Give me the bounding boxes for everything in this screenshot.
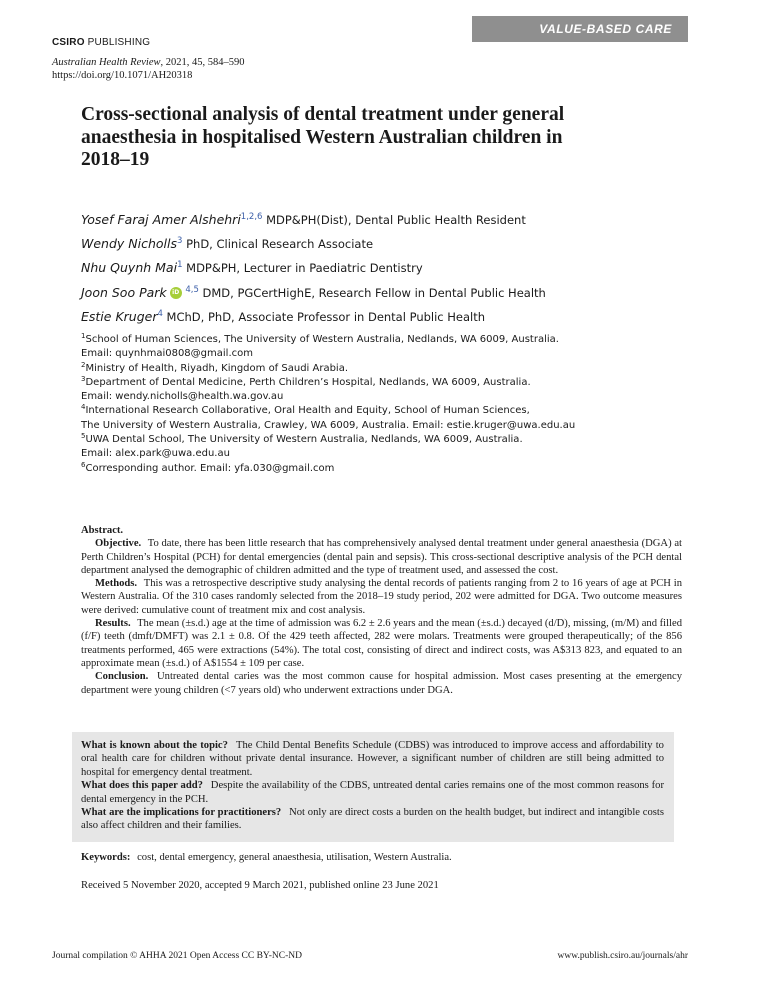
affiliation bbox=[81, 462, 701, 476]
summary-item bbox=[81, 739, 664, 779]
publisher-rest: PUBLISHING bbox=[87, 37, 151, 48]
keywords-label: Keywords: bbox=[81, 852, 131, 863]
affil-number: 3 bbox=[81, 374, 86, 383]
received-dates: Received 5 November 2020, accepted 9 March 2021, published online 23 June 2021 bbox=[81, 880, 439, 891]
footer-license: Journal compilation © AHHA 2021 Open Access CC BY-NC-ND bbox=[52, 951, 302, 961]
affil-number: 2 bbox=[81, 360, 86, 369]
affiliation-list bbox=[81, 333, 701, 476]
affil-line: Department of Dental Medicine, Perth Children’s Hospital, Nedlands, WA 6009, Australia. bbox=[85, 376, 531, 388]
affil-line: Ministry of Health, Riyadh, Kingdom of Saudi Arabia. bbox=[85, 362, 349, 374]
summary-question: What does this paper add? bbox=[81, 780, 203, 792]
affil-number: 4 bbox=[81, 403, 86, 412]
orcid-icon[interactable]: iD bbox=[170, 287, 182, 299]
abstract-methods bbox=[81, 577, 682, 617]
affiliation-email: Email: quynhmai0808@gmail.com bbox=[81, 348, 253, 360]
author-affil-link[interactable]: 3 bbox=[177, 236, 183, 247]
author-name: Joon Soo Park bbox=[81, 284, 167, 300]
author-desc: MChD, PhD, Associate Professor in Dental Public Health bbox=[162, 309, 486, 324]
abstract-conclusion bbox=[81, 670, 682, 697]
summary-answer: Not only are direct costs a burden on the health budget, but indirect and intangible costs also affect children and their families. bbox=[81, 807, 664, 832]
summary-box bbox=[72, 732, 674, 842]
author-desc: DMD, PGCertHighE, Research Fellow in Dental Public Health bbox=[198, 285, 546, 300]
keywords bbox=[81, 852, 452, 863]
abstract-label: Conclusion. bbox=[95, 671, 149, 683]
affiliation-cont: The University of Western Australia, Crawley, WA 6009, Australia. Email: estie.kruger@uwa.edu.au bbox=[81, 419, 576, 431]
affiliation bbox=[81, 333, 701, 347]
affil-number: 6 bbox=[81, 460, 86, 469]
abstract-heading: Abstract. bbox=[81, 525, 124, 536]
author-affil-link[interactable]: 4,5 bbox=[185, 284, 199, 295]
affiliation bbox=[81, 404, 701, 418]
author-name: Estie Kruger bbox=[81, 308, 158, 324]
summary-answer: Despite the availability of the CDBS, untreated dental caries remains one of the most common reasons for dental emergency in the PCH. bbox=[81, 780, 664, 805]
footer-url[interactable]: www.publish.csiro.au/journals/ahr bbox=[557, 951, 688, 961]
author-list bbox=[81, 208, 681, 329]
abstract-label: Methods. bbox=[95, 578, 138, 590]
abstract-results bbox=[81, 617, 682, 670]
affiliation-email: Email: wendy.nicholls@health.wa.gov.au bbox=[81, 391, 284, 403]
journal-name: Australian Health Review bbox=[52, 57, 161, 68]
author-name: Yosef Faraj Amer Alshehri bbox=[81, 212, 241, 227]
author-desc: MDP&PH(Dist), Dental Public Health Resident bbox=[262, 213, 526, 227]
author-name: Wendy Nicholls bbox=[81, 236, 178, 252]
journal-citation bbox=[52, 56, 244, 82]
author-entry bbox=[81, 256, 681, 280]
author-desc: MDP&PH, Lecturer in Paediatric Dentistry bbox=[182, 261, 423, 276]
author-entry bbox=[81, 208, 681, 232]
publisher-logo bbox=[52, 37, 150, 48]
section-banner: VALUE-BASED CARE bbox=[472, 16, 688, 42]
publisher-bold: CSIRO bbox=[52, 37, 85, 48]
paper-title: Cross-sectional analysis of dental treatment under general anaesthesia in hospitalised Western Australian children in 2018–19 bbox=[81, 104, 565, 170]
author-name: Nhu Quynh Mai bbox=[81, 260, 178, 276]
affil-line: UWA Dental School, The University of Western Australia, Nedlands, WA 6009, Australia. bbox=[85, 434, 523, 446]
keywords-text: cost, dental emergency, general anaesthesia, utilisation, Western Australia. bbox=[137, 852, 452, 863]
abstract-text: The mean (±s.d.) age at the time of admission was 6.2 ± 2.6 years and the mean (±s.d.) decayed (d/D), missing, (m/M) and filled (f/F) teeth (dmft/DMFT) was 2.1 ± 0.8. Of the 429 teeth affected, 282 were molars. Treatments were grouped therapeutically; of the 856 treatments performed, 465 were extractions (54%). The total cost, consisting of direct and indirect costs, was A$313 823, and equated to an approximate mean (±s.d.) of A$1554 ± 109 per case. bbox=[81, 618, 683, 669]
affil-line: School of Human Sciences, The University of Western Australia, Nedlands, WA 6009, Australia. bbox=[85, 334, 559, 345]
author-desc: PhD, Clinical Research Associate bbox=[182, 237, 374, 252]
summary-item bbox=[81, 779, 664, 806]
affiliation bbox=[81, 362, 701, 376]
doi-link[interactable]: https://doi.org/10.1071/AH20318 bbox=[52, 70, 193, 81]
journal-volume: , 2021, 45, 584–590 bbox=[160, 57, 245, 68]
abstract-text: Untreated dental caries was the most common cause for hospital admission. Most cases presenting at the emergency department were young children (<7 years old) who underwent extractions under DGA. bbox=[81, 671, 682, 696]
author-entry bbox=[81, 305, 681, 329]
summary-item bbox=[81, 806, 664, 833]
author-affil-link[interactable]: 1,2,6 bbox=[240, 212, 263, 222]
author-affil-link[interactable]: 1 bbox=[177, 260, 183, 271]
affil-number: 5 bbox=[81, 432, 86, 441]
abstract-label: Objective. bbox=[95, 538, 142, 550]
author-entry bbox=[81, 232, 681, 256]
affiliation bbox=[81, 433, 701, 447]
affiliation-email: Email: alex.park@uwa.edu.au bbox=[81, 448, 230, 460]
abstract-text: This was a retrospective descriptive study analysing the dental records of patients ranging from 2 to 16 years of age at PCH in Western Australia. Of the 310 cases randomly selected from the 2018–19 study period, 202 were admitted for DGA. Two outcome measures were derived: cumulative count of treatment mix and cost analysis. bbox=[81, 578, 682, 616]
affiliation bbox=[81, 376, 701, 390]
summary-answer: The Child Dental Benefits Schedule (CDBS) was introduced to improve access and affordability to oral health care for children without private dental insurance. However, a significant number of children are still being admitted to hospital for emergency dental treatment. bbox=[81, 740, 664, 778]
author-entry bbox=[81, 281, 681, 305]
affil-line: Corresponding author. Email: yfa.030@gmail.com bbox=[85, 462, 335, 474]
affil-line: International Research Collaborative, Oral Health and Equity, School of Human Sciences, bbox=[85, 405, 530, 417]
abstract-objective bbox=[81, 537, 682, 577]
summary-question: What is known about the topic? bbox=[81, 740, 228, 751]
abstract-label: Results. bbox=[95, 618, 131, 630]
summary-question: What are the implications for practitioners? bbox=[81, 807, 282, 819]
author-affil-link[interactable]: 4 bbox=[157, 308, 163, 319]
affil-number: 1 bbox=[81, 332, 86, 340]
abstract bbox=[81, 524, 682, 697]
abstract-text: To date, there has been little research that has comprehensively analysed dental treatment under general anaesthesia (DGA) at Perth Children’s Hospital (PCH) for dental emergencies (dental pain and sepsis). This cross-sectional descriptive analysis of the PCH dental department analysed the demographic of children admitted and the type of treatment used, and assessed the cost. bbox=[81, 538, 682, 576]
